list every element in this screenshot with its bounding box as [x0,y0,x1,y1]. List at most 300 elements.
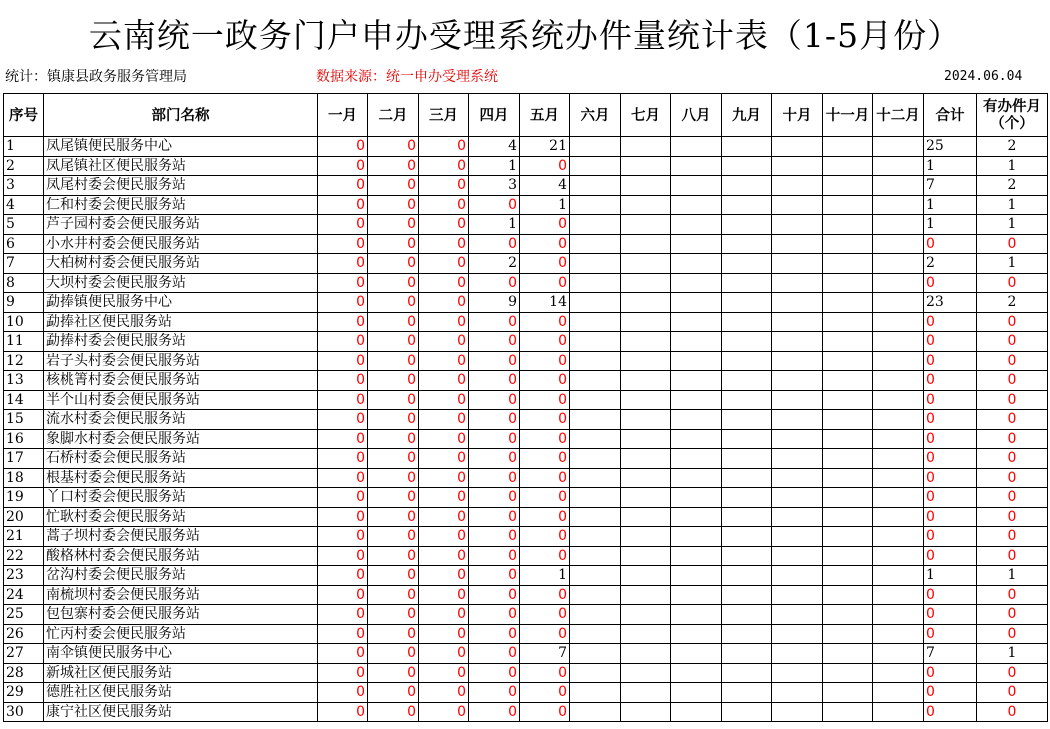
table-row [4,683,1048,703]
cell-month-1: 0 [318,702,368,722]
cell-month-12 [873,488,924,508]
cell-month-7 [621,663,671,683]
cell-month-7 [621,137,671,157]
cell-month-9 [722,624,772,644]
cell-month-7 [621,546,671,566]
cell-month-10 [772,546,823,566]
cell-month-9 [722,527,772,547]
table-row [4,527,1048,547]
cell-seq: 5 [4,215,44,235]
cell-month-1: 0 [318,566,368,586]
cell-dept-name: 核桃箐村委会便民服务站 [44,371,318,391]
cell-month-5: 0 [520,702,570,722]
cell-total: 0 [924,273,977,293]
table-row [4,293,1048,313]
cell-active-months: 0 [977,449,1048,469]
cell-seq: 28 [4,663,44,683]
table-row [4,468,1048,488]
cell-month-8 [671,663,722,683]
header-total: 合计 [924,94,977,137]
cell-total: 7 [924,176,977,196]
cell-month-10 [772,410,823,430]
cell-month-3: 0 [419,273,469,293]
cell-month-8 [671,273,722,293]
cell-active-months: 0 [977,702,1048,722]
cell-total: 1 [924,156,977,176]
cell-month-4: 4 [469,137,520,157]
cell-month-1: 0 [318,663,368,683]
cell-dept-name: 酸格林村委会便民服务站 [44,546,318,566]
cell-dept-name: 石桥村委会便民服务站 [44,449,318,469]
cell-month-4: 0 [469,410,520,430]
cell-month-3: 0 [419,585,469,605]
cell-month-9 [722,449,772,469]
cell-month-2: 0 [368,137,419,157]
cell-month-8 [671,137,722,157]
cell-active-months: 1 [977,195,1048,215]
cell-active-months: 0 [977,663,1048,683]
cell-month-2: 0 [368,176,419,196]
cell-month-6 [570,176,621,196]
cell-month-5: 0 [520,351,570,371]
cell-total: 0 [924,390,977,410]
cell-month-8 [671,644,722,664]
cell-total: 0 [924,702,977,722]
cell-month-6 [570,507,621,527]
cell-month-11 [823,566,873,586]
cell-dept-name: 小水井村委会便民服务站 [44,234,318,254]
cell-month-6 [570,312,621,332]
cell-month-11 [823,488,873,508]
cell-month-11 [823,507,873,527]
cell-month-6 [570,663,621,683]
cell-month-5: 0 [520,156,570,176]
cell-month-1: 0 [318,585,368,605]
cell-month-5: 0 [520,254,570,274]
cell-month-4: 0 [469,468,520,488]
cell-month-7 [621,644,671,664]
cell-dept-name: 忙丙村委会便民服务站 [44,624,318,644]
cell-month-5: 0 [520,546,570,566]
cell-month-7 [621,195,671,215]
cell-month-2: 0 [368,215,419,235]
cell-month-5: 0 [520,663,570,683]
cell-month-11 [823,312,873,332]
cell-month-8 [671,468,722,488]
cell-month-8 [671,371,722,391]
cell-month-3: 0 [419,234,469,254]
cell-month-4: 1 [469,156,520,176]
cell-month-6 [570,468,621,488]
cell-month-9 [722,254,772,274]
header-row [4,94,1048,137]
cell-month-4: 0 [469,488,520,508]
cell-seq: 8 [4,273,44,293]
cell-month-4: 0 [469,683,520,703]
cell-month-10 [772,137,823,157]
header-seq: 序号 [4,94,44,137]
cell-month-5: 0 [520,585,570,605]
cell-month-8 [671,429,722,449]
cell-month-11 [823,527,873,547]
cell-month-7 [621,351,671,371]
cell-month-2: 0 [368,663,419,683]
table-row [4,312,1048,332]
cell-month-4: 0 [469,546,520,566]
cell-month-12 [873,293,924,313]
cell-dept-name: 大柏树村委会便民服务站 [44,254,318,274]
cell-seq: 25 [4,605,44,625]
cell-month-4: 0 [469,605,520,625]
cell-month-8 [671,234,722,254]
header-active-months: 有办件月（个） [977,94,1048,137]
cell-month-10 [772,351,823,371]
cell-month-3: 0 [419,468,469,488]
cell-seq: 23 [4,566,44,586]
cell-month-11 [823,663,873,683]
cell-month-9 [722,351,772,371]
cell-total: 0 [924,332,977,352]
cell-month-3: 0 [419,137,469,157]
cell-month-1: 0 [318,273,368,293]
cell-month-4: 0 [469,527,520,547]
cell-month-4: 0 [469,273,520,293]
cell-month-7 [621,332,671,352]
cell-seq: 21 [4,527,44,547]
cell-month-2: 0 [368,683,419,703]
cell-month-4: 0 [469,234,520,254]
cell-month-6 [570,137,621,157]
cell-dept-name: 凤尾镇社区便民服务站 [44,156,318,176]
cell-month-5: 0 [520,312,570,332]
cell-month-8 [671,702,722,722]
cell-month-1: 0 [318,410,368,430]
cell-month-6 [570,605,621,625]
cell-total: 0 [924,507,977,527]
cell-active-months: 1 [977,254,1048,274]
cell-total: 1 [924,566,977,586]
cell-month-4: 1 [469,215,520,235]
cell-month-1: 0 [318,429,368,449]
table-row [4,449,1048,469]
cell-month-3: 0 [419,293,469,313]
cell-month-6 [570,702,621,722]
cell-month-7 [621,254,671,274]
cell-seq: 2 [4,156,44,176]
cell-month-7 [621,585,671,605]
table-row [4,176,1048,196]
cell-month-5: 7 [520,644,570,664]
cell-month-12 [873,546,924,566]
cell-month-11 [823,234,873,254]
cell-total: 0 [924,624,977,644]
table-row [4,371,1048,391]
cell-month-5: 0 [520,624,570,644]
cell-month-2: 0 [368,488,419,508]
cell-month-8 [671,527,722,547]
table-row [4,195,1048,215]
cell-total: 0 [924,234,977,254]
cell-seq: 11 [4,332,44,352]
cell-month-10 [772,566,823,586]
cell-month-9 [722,273,772,293]
header-month-10: 十月 [772,94,823,137]
cell-month-1: 0 [318,624,368,644]
cell-month-10 [772,371,823,391]
cell-month-12 [873,527,924,547]
cell-month-12 [873,566,924,586]
cell-month-12 [873,449,924,469]
cell-month-5: 0 [520,410,570,430]
cell-month-7 [621,293,671,313]
cell-month-9 [722,644,772,664]
cell-month-3: 0 [419,332,469,352]
cell-month-2: 0 [368,605,419,625]
cell-month-11 [823,702,873,722]
cell-month-4: 0 [469,429,520,449]
cell-month-3: 0 [419,215,469,235]
cell-month-10 [772,585,823,605]
cell-month-1: 0 [318,176,368,196]
header-month-4: 四月 [469,94,520,137]
table-row [4,663,1048,683]
cell-month-2: 0 [368,351,419,371]
cell-month-7 [621,390,671,410]
cell-active-months: 0 [977,468,1048,488]
cell-month-12 [873,390,924,410]
cell-month-1: 0 [318,234,368,254]
cell-month-2: 0 [368,234,419,254]
cell-month-2: 0 [368,254,419,274]
cell-dept-name: 康宁社区便民服务站 [44,702,318,722]
cell-month-11 [823,371,873,391]
cell-month-9 [722,566,772,586]
cell-month-8 [671,410,722,430]
cell-total: 0 [924,410,977,430]
cell-month-9 [722,215,772,235]
cell-month-10 [772,429,823,449]
cell-month-12 [873,234,924,254]
table-row [4,585,1048,605]
cell-month-10 [772,683,823,703]
cell-dept-name: 蒿子坝村委会便民服务站 [44,527,318,547]
cell-month-10 [772,702,823,722]
table-row [4,234,1048,254]
cell-month-3: 0 [419,449,469,469]
header-month-2: 二月 [368,94,419,137]
cell-dept-name: 忙耿村委会便民服务站 [44,507,318,527]
table-row [4,507,1048,527]
cell-active-months: 0 [977,546,1048,566]
cell-month-10 [772,390,823,410]
cell-seq: 4 [4,195,44,215]
cell-month-6 [570,332,621,352]
cell-seq: 15 [4,410,44,430]
cell-month-12 [873,429,924,449]
table-row [4,410,1048,430]
cell-month-12 [873,663,924,683]
cell-month-6 [570,683,621,703]
cell-active-months: 0 [977,312,1048,332]
cell-month-3: 0 [419,176,469,196]
cell-month-7 [621,234,671,254]
cell-month-11 [823,176,873,196]
cell-month-1: 0 [318,683,368,703]
cell-seq: 14 [4,390,44,410]
cell-month-7 [621,156,671,176]
cell-active-months: 1 [977,156,1048,176]
cell-month-2: 0 [368,624,419,644]
cell-month-4: 0 [469,585,520,605]
cell-month-3: 0 [419,605,469,625]
cell-month-3: 0 [419,254,469,274]
cell-month-8 [671,156,722,176]
cell-month-12 [873,254,924,274]
table-row [4,332,1048,352]
cell-month-10 [772,624,823,644]
cell-month-9 [722,410,772,430]
cell-month-11 [823,195,873,215]
cell-dept-name: 根基村委会便民服务站 [44,468,318,488]
cell-month-11 [823,390,873,410]
cell-month-8 [671,390,722,410]
cell-month-12 [873,176,924,196]
cell-month-6 [570,293,621,313]
cell-month-11 [823,546,873,566]
cell-month-2: 0 [368,702,419,722]
cell-month-11 [823,624,873,644]
cell-month-10 [772,273,823,293]
cell-month-3: 0 [419,371,469,391]
cell-total: 23 [924,293,977,313]
cell-month-7 [621,507,671,527]
header-month-3: 三月 [419,94,469,137]
cell-month-9 [722,371,772,391]
cell-seq: 13 [4,371,44,391]
cell-month-2: 0 [368,312,419,332]
cell-month-8 [671,351,722,371]
cell-month-7 [621,176,671,196]
cell-month-3: 0 [419,566,469,586]
cell-month-2: 0 [368,371,419,391]
cell-month-2: 0 [368,273,419,293]
cell-seq: 22 [4,546,44,566]
cell-month-8 [671,215,722,235]
cell-month-11 [823,254,873,274]
header-month-1: 一月 [318,94,368,137]
cell-month-8 [671,624,722,644]
cell-dept-name: 芦子园村委会便民服务站 [44,215,318,235]
cell-active-months: 0 [977,390,1048,410]
cell-month-3: 0 [419,663,469,683]
cell-month-5: 0 [520,371,570,391]
cell-month-6 [570,195,621,215]
cell-month-12 [873,137,924,157]
cell-seq: 27 [4,644,44,664]
cell-month-12 [873,351,924,371]
cell-month-6 [570,273,621,293]
cell-month-12 [873,215,924,235]
cell-total: 2 [924,254,977,274]
cell-month-7 [621,683,671,703]
cell-month-9 [722,605,772,625]
cell-month-12 [873,605,924,625]
cell-month-4: 0 [469,351,520,371]
cell-month-5: 0 [520,429,570,449]
cell-active-months: 2 [977,176,1048,196]
cell-seq: 29 [4,683,44,703]
table-row [4,488,1048,508]
cell-month-10 [772,215,823,235]
cell-month-6 [570,624,621,644]
cell-month-5: 4 [520,176,570,196]
cell-month-11 [823,293,873,313]
cell-month-6 [570,429,621,449]
cell-month-7 [621,215,671,235]
cell-month-2: 0 [368,449,419,469]
cell-month-8 [671,449,722,469]
cell-total: 0 [924,527,977,547]
cell-month-2: 0 [368,156,419,176]
cell-month-9 [722,332,772,352]
cell-month-3: 0 [419,410,469,430]
cell-month-10 [772,332,823,352]
cell-month-5: 0 [520,234,570,254]
cell-month-6 [570,371,621,391]
cell-month-4: 3 [469,176,520,196]
cell-month-2: 0 [368,390,419,410]
cell-month-3: 0 [419,507,469,527]
cell-total: 0 [924,351,977,371]
cell-month-3: 0 [419,624,469,644]
table-row [4,702,1048,722]
table-row [4,254,1048,274]
cell-month-4: 0 [469,449,520,469]
cell-month-7 [621,468,671,488]
cell-dept-name: 仁和村委会便民服务站 [44,195,318,215]
cell-month-1: 0 [318,449,368,469]
cell-dept-name: 勐捧村委会便民服务站 [44,332,318,352]
cell-month-5: 0 [520,527,570,547]
cell-dept-name: 大坝村委会便民服务站 [44,273,318,293]
cell-total: 25 [924,137,977,157]
cell-month-10 [772,507,823,527]
cell-month-12 [873,624,924,644]
cell-month-6 [570,546,621,566]
cell-seq: 19 [4,488,44,508]
cell-month-1: 0 [318,605,368,625]
cell-month-11 [823,332,873,352]
cell-month-6 [570,234,621,254]
report-title: 云南统一政务门户申办受理系统办件量统计表（1-5月份） [88,16,962,55]
cell-month-7 [621,273,671,293]
cell-total: 0 [924,468,977,488]
cell-month-11 [823,605,873,625]
cell-month-12 [873,644,924,664]
stats-table [3,93,1048,722]
cell-month-9 [722,546,772,566]
cell-month-9 [722,585,772,605]
cell-month-8 [671,176,722,196]
cell-month-6 [570,351,621,371]
cell-active-months: 0 [977,527,1048,547]
cell-month-8 [671,254,722,274]
cell-total: 0 [924,546,977,566]
cell-month-12 [873,371,924,391]
cell-month-1: 0 [318,254,368,274]
cell-month-6 [570,449,621,469]
cell-total: 0 [924,663,977,683]
